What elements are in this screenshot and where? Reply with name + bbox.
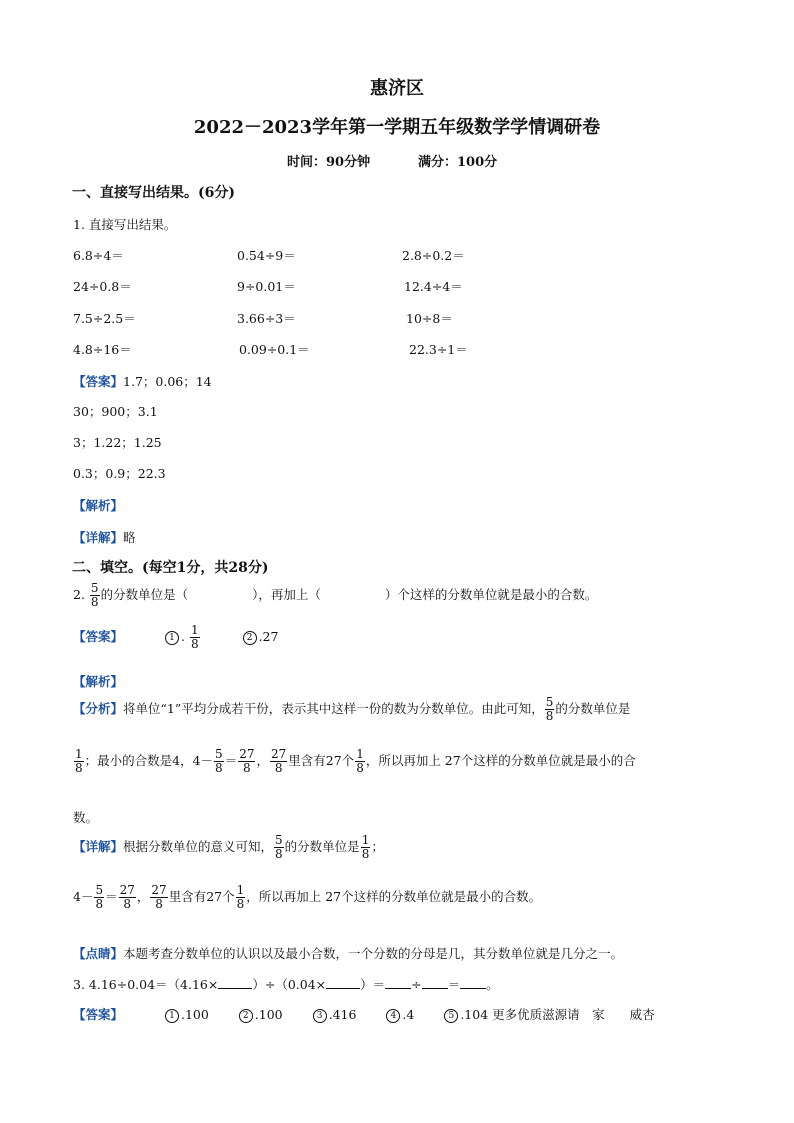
fenxi-line-2: $\frac{1}{8}$ ；最小的合数是4，4－ $\frac{5}{8}$ ＝ $\frac{27}{8}$ ， $\frac{27}{8}$ 里含有27个 $\frac{1}{8}$ ，所以再加上 27个这样的分数单位就是最小的合 [75, 747, 636, 775]
detail-tag: 【详解】 [73, 839, 124, 854]
circled-number-icon: 2 [243, 631, 257, 645]
answer-text: 1.7；0.06；14 [123, 374, 212, 389]
q3-answer: 【答案】 1 .100 2 .100 3 .416 4 .4 5 .104 更多优质滋源请 家 威杏 [73, 1007, 655, 1022]
answer-blank[interactable] [326, 976, 360, 989]
circled-number-icon: 1 [165, 631, 179, 645]
problem: 22.3÷1＝ [409, 342, 468, 357]
watermark-text: 更多优质滋源请 家 威杏 [492, 1007, 655, 1022]
q2-stem: 2. $\frac{5}{8}$ 的分数单位是（ ），再加上（ ）个这样的分数单位就是最小的合数。 [73, 581, 598, 609]
fraction: $\frac{5}{8}$ [215, 747, 223, 775]
problem: 2.8÷0.2＝ [402, 248, 465, 263]
detail-text: 略 [123, 530, 136, 545]
fraction: $\frac{27}{8}$ [239, 747, 255, 775]
section-2-title: 二、填空。(每空1分，共28分) [72, 560, 269, 576]
detail-row [73, 527, 136, 546]
answer-text: 3；1.22；1.25 [73, 435, 162, 450]
fraction: $\frac{5}{8}$ [95, 883, 104, 911]
answer-tag: 【答案】 [73, 1007, 124, 1022]
fraction: $\frac{1}{8}$ [75, 747, 83, 775]
circled-number-icon: 1 [165, 1009, 179, 1023]
exam-title: 2022－2023学年第一学期五年级数学学情调研卷 [193, 117, 601, 138]
time-label: 时间：90分钟 [287, 155, 371, 170]
score-label: 满分：100分 [418, 155, 498, 170]
fraction: $\frac{27}{8}$ [119, 883, 135, 911]
fraction: $\frac{5}{8}$ [90, 581, 99, 609]
analysis-tag: 【解析】 [73, 498, 124, 513]
analysis-tag: 【解析】 [73, 674, 124, 689]
detail-line-2: 4－ $\frac{5}{8}$ ＝ $\frac{27}{8}$ ， $\frac{27}{8}$ 里含有27个 $\frac{1}{8}$ ，所以再加上 27个这样的分数单位就是最小的合数。 [73, 883, 542, 911]
problem: 4.8÷16＝ [73, 342, 132, 357]
circled-number-icon: 3 [313, 1009, 327, 1023]
answer-blank[interactable] [460, 976, 486, 989]
answer-blank[interactable] [218, 976, 252, 989]
dianjing-line: 【点睛】本题考查分数单位的认识以及最小合数，一个分数的分母是几，其分数单位就是几分之一。 [73, 946, 624, 961]
answer-text: 0.3；0.9；22.3 [73, 466, 166, 481]
answer-tag: 【答案】 [73, 629, 124, 644]
answer-blank[interactable] [385, 976, 411, 989]
fraction: $\frac{27}{8}$ [151, 883, 167, 911]
problem: 9÷0.01＝ [237, 279, 296, 294]
fraction: $\frac{1}{8}$ [356, 747, 364, 775]
fenxi-tag: 【分析】 [73, 701, 124, 716]
detail-line-1: 【详解】根据分数单位的意义可知， $\frac{5}{8}$ 的分数单位是 $\frac{1}{8}$ ； [73, 833, 384, 861]
q2-number: 2. [73, 587, 85, 602]
problem: 6.8÷4＝ [73, 248, 124, 263]
fraction: $\frac{5}{8}$ [545, 695, 554, 723]
fenxi-line-3: 数。 [73, 810, 99, 825]
problem: 7.5÷2.5＝ [73, 311, 136, 326]
answer-tag: 【答案】 [73, 374, 124, 389]
circled-number-icon: 4 [386, 1009, 400, 1023]
answer-blank[interactable] [422, 976, 448, 989]
answer-text: 30；900；3.1 [73, 404, 158, 419]
q3-stem: 3. 4.16÷0.04＝（4.16× ）÷（0.04× ）＝ ÷ ＝ 。 [73, 977, 499, 992]
problem: 0.09÷0.1＝ [239, 342, 310, 357]
fraction: $\frac{1}{8}$ [236, 883, 245, 911]
region-title: 惠济区 [370, 78, 424, 99]
problem: 0.54÷9＝ [237, 248, 296, 263]
fraction: $\frac{5}{8}$ [275, 833, 283, 861]
circled-number-icon: 5 [444, 1009, 458, 1023]
q2-answer: 【答案】 1 . $\frac{1}{8}$ 2 .27 [73, 623, 279, 651]
problem: 10÷8＝ [406, 311, 453, 326]
fenxi-line-1: 【分析】将单位“1”平均分成若干份，表示其中这样一份的数为分数单位。由此可知， $\frac{5}{8}$ 的分数单位是 [73, 695, 631, 723]
circled-number-icon: 2 [239, 1009, 253, 1023]
problem: 24÷0.8＝ [73, 279, 132, 294]
answer-row [73, 371, 212, 390]
fraction: $\frac{27}{8}$ [271, 747, 287, 775]
dianjing-tag: 【点睛】 [73, 946, 124, 961]
q1-stem: 1. 直接写出结果。 [73, 217, 177, 232]
fraction: $\frac{1}{8}$ [361, 833, 370, 861]
problem: 12.4÷4＝ [404, 279, 463, 294]
problem: 3.66÷3＝ [237, 311, 296, 326]
detail-tag: 【详解】 [73, 530, 124, 545]
fraction: $\frac{1}{8}$ [190, 623, 199, 651]
section-1-title: 一、直接写出结果。(6分) [72, 185, 235, 201]
